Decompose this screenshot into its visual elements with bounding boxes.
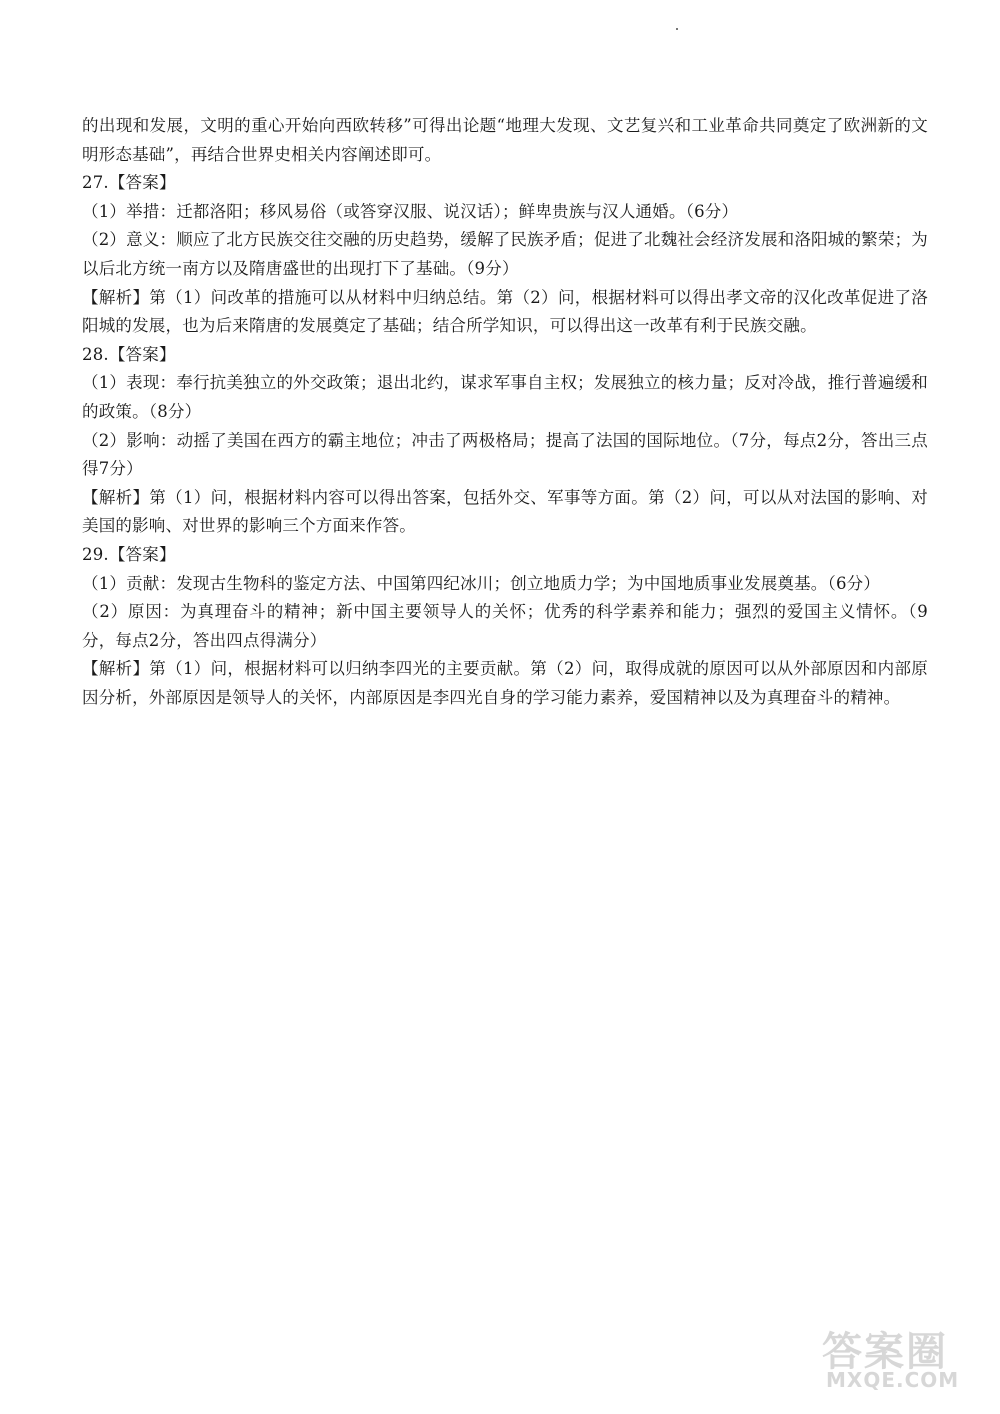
question-29-heading: 29.【答案】 <box>82 544 176 564</box>
q27-analysis: 【解析】第（1）问改革的措施可以从材料中归纳总结。第（2）问，根据材料可以得出孝文帝的汉化改革促进了洛阳城的发展，也为后来隋唐的发展奠定了基础；结合所学知识，可以得出这一改革有利于民族交融。 <box>82 287 928 336</box>
site-watermark-logo <box>818 1320 978 1400</box>
q29-analysis: 【解析】第（1）问，根据材料可以归纳李四光的主要贡献。第（2）问，取得成就的原因可以从外部原因和内部原因分析，外部原因是领导人的关怀，内部原因是李四光自身的学习能力素养，爱国精神以及为真理奋斗的精神。 <box>82 659 928 707</box>
watermark-brand-text: 答案圈 <box>822 1329 948 1375</box>
q27-answer-1: （1）举措：迁都洛阳；移风易俗（或答穿汉服、说汉话）；鲜卑贵族与汉人通婚。（6分） <box>82 201 739 221</box>
q27-answer-2: （2）意义：顺应了北方民族交往交融的历史趋势，缓解了民族矛盾；促进了北魏社会经济发展和洛阳城的繁荣；为以后北方统一南方以及隋唐盛世的出现打下了基础。（9分） <box>82 230 928 278</box>
scan-speck <box>676 28 678 30</box>
question-27-heading: 27.【答案】 <box>82 173 176 193</box>
q29-answer-1: （1）贡献：发现古生物科的鉴定方法、中国第四纪冰川；创立地质力学；为中国地质事业发展奠基。（6分） <box>82 573 881 593</box>
answer-content <box>82 112 928 712</box>
paragraph-intro-continuation: 的出现和发展，文明的重心开始向西欧转移”可得出论题“地理大发现、文艺复兴和工业革命共同奠定了欧洲新的文明形态基础”，再结合世界史相关内容阐述即可。 <box>82 116 928 164</box>
q28-answer-1: （1）表现：奉行抗美独立的外交政策；退出北约，谋求军事自主权；发展独立的核力量；反对冷战，推行普遍缓和的政策。（8分） <box>82 373 928 421</box>
q29-answer-2: （2）原因：为真理奋斗的精神；新中国主要领导人的关怀；优秀的科学素养和能力；强烈的爱国主义情怀。（9分，每点2分，答出四点得满分） <box>82 602 928 650</box>
watermark-domain-text: MXQE.COM <box>826 1368 960 1392</box>
question-28-heading: 28.【答案】 <box>82 344 176 364</box>
q28-answer-2: （2）影响：动摇了美国在西方的霸主地位；冲击了两极格局；提高了法国的国际地位。（7分，每点2分，答出三点得7分） <box>82 430 928 479</box>
q28-analysis: 【解析】第（1）问，根据材料内容可以得出答案，包括外交、军事等方面。第（2）问，可以从对法国的影响、对美国的影响、对世界的影响三个方面来作答。 <box>82 487 928 536</box>
